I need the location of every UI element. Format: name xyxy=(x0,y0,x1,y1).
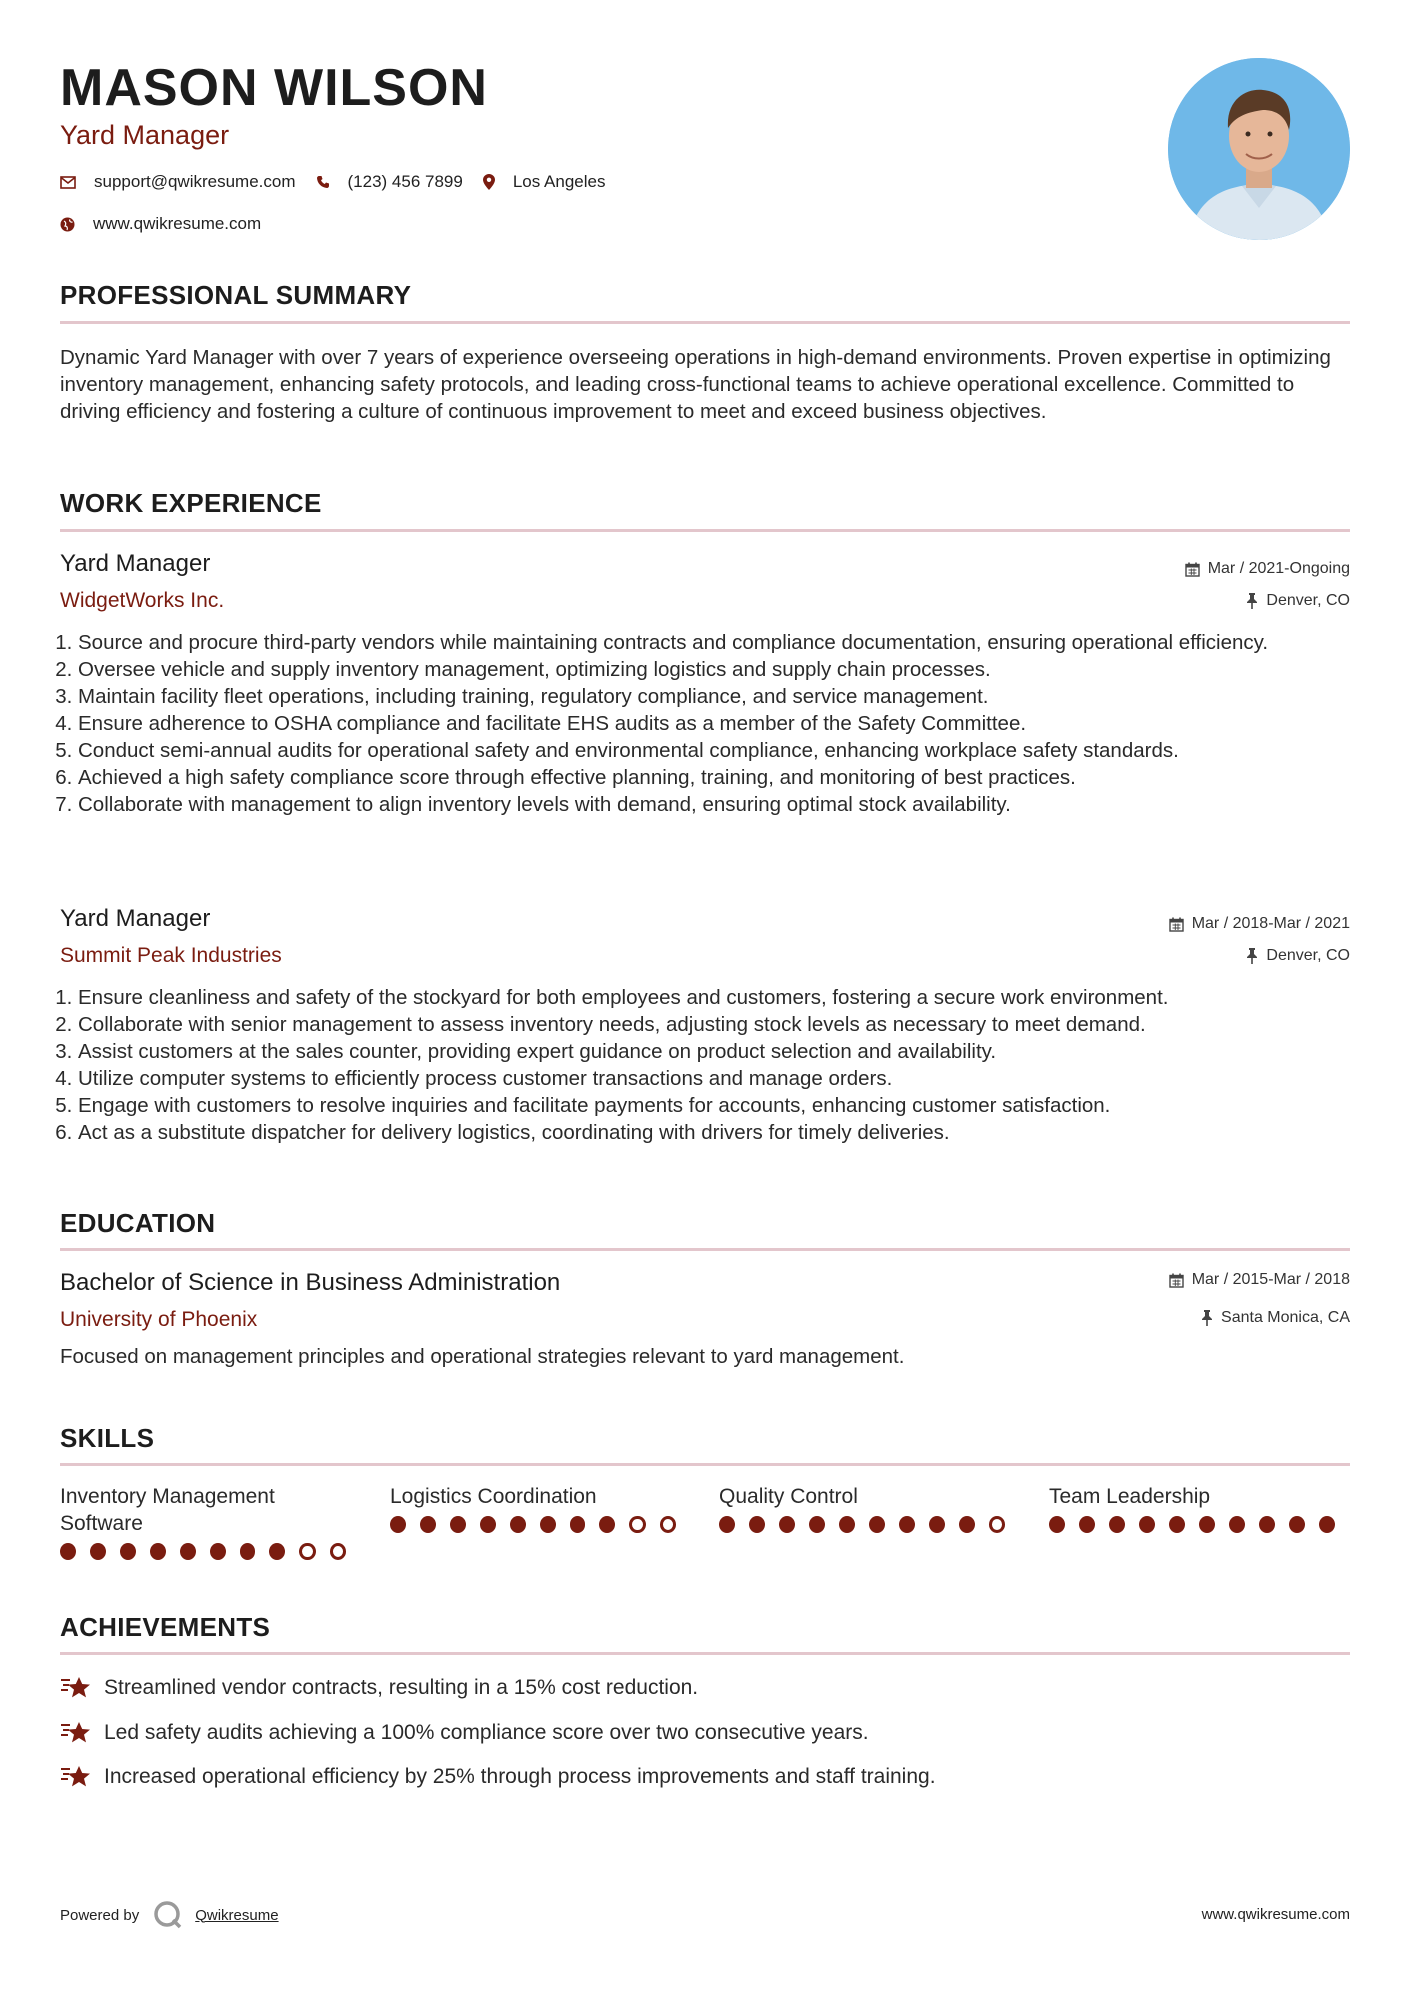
achievements-divider xyxy=(60,1652,1350,1655)
rating-dot-filled xyxy=(1139,1516,1155,1533)
achievement-text: Streamlined vendor contracts, resulting in a 15% cost reduction. xyxy=(104,1676,699,1699)
skill-name: Quality Control xyxy=(719,1485,858,1508)
list-item: 7. Collaborate with management to align inventory levels with demand, ensuring optimal stock availability. xyxy=(78,791,1368,818)
education-location xyxy=(1201,1309,1350,1327)
achievement-item xyxy=(60,1764,936,1790)
list-item: 4. Ensure adherence to OSHA compliance and facilitate EHS audits as a member of the Safety Committee. xyxy=(78,710,1368,737)
rating-dot-filled xyxy=(480,1516,496,1533)
rating-dot-filled xyxy=(120,1543,136,1560)
calendar-icon xyxy=(1185,562,1200,577)
achievement-text: Increased operational efficiency by 25% through process improvements and staff training. xyxy=(104,1765,936,1788)
contact-phone[interactable] xyxy=(316,172,463,192)
qwikresume-logo-icon xyxy=(153,1900,183,1930)
rating-dot-filled xyxy=(60,1543,76,1560)
star-award-icon xyxy=(60,1764,92,1790)
rating-dot-filled xyxy=(959,1516,975,1533)
summary-heading: PROFESSIONAL SUMMARY xyxy=(60,280,412,310)
star-award-icon xyxy=(60,1720,92,1746)
calendar-icon xyxy=(1169,917,1184,932)
contact-website[interactable] xyxy=(60,214,261,234)
achievement-text: Led safety audits achieving a 100% compliance score over two consecutive years. xyxy=(104,1721,869,1744)
job-location xyxy=(1246,947,1350,965)
skills-heading: SKILLS xyxy=(60,1423,155,1453)
skill-rating xyxy=(1049,1516,1349,1533)
degree-title: Bachelor of Science in Business Administration xyxy=(60,1269,561,1296)
list-item: 3. Maintain facility fleet operations, including training, regulatory compliance, and service management. xyxy=(78,683,1368,710)
achievements-heading: ACHIEVEMENTS xyxy=(60,1612,271,1642)
skill-name: Inventory Management Software xyxy=(60,1485,275,1535)
footer-powered-by xyxy=(60,1900,279,1930)
list-item: 2. Oversee vehicle and supply inventory management, optimizing logistics and supply chain processes. xyxy=(78,656,1368,683)
rating-dot-filled xyxy=(719,1516,735,1533)
skill-item xyxy=(60,1483,360,1560)
job-location xyxy=(1246,592,1350,610)
skills-divider xyxy=(60,1463,1350,1466)
rating-dot-empty xyxy=(330,1543,346,1560)
rating-dot-filled xyxy=(1199,1516,1215,1533)
location-text: Los Angeles xyxy=(512,172,606,191)
job-dates xyxy=(1185,560,1350,578)
rating-dot-filled xyxy=(1289,1516,1305,1533)
skill-item xyxy=(719,1483,1019,1533)
education-divider xyxy=(60,1248,1350,1251)
list-item: 4. Utilize computer systems to efficiently process customer transactions and manage orders. xyxy=(78,1065,1368,1092)
list-item: 6. Achieved a high safety compliance score through effective planning, training, and monitoring of best practices. xyxy=(78,764,1368,791)
rating-dot-filled xyxy=(899,1516,915,1533)
rating-dot-filled xyxy=(779,1516,795,1533)
rating-dot-filled xyxy=(180,1543,196,1560)
rating-dot-filled xyxy=(1109,1516,1125,1533)
phone-text: (123) 456 7899 xyxy=(347,172,463,191)
skill-rating xyxy=(390,1516,690,1533)
rating-dot-filled xyxy=(420,1516,436,1533)
summary-text: Dynamic Yard Manager with over 7 years of experience overseeing operations in high-demand environments. Proven expertise in optimizing inventory management, enhancing safety protocols, and leading cross-functional teams to achieve operational excellence. Committed to driving efficiency and fostering a culture of continuous improvement to meet and exceed business objectives. xyxy=(60,346,1331,423)
skill-name: Logistics Coordination xyxy=(390,1485,597,1508)
star-award-icon xyxy=(60,1675,92,1701)
rating-dot-filled xyxy=(839,1516,855,1533)
rating-dot-empty xyxy=(660,1516,676,1533)
job-dates-text: Mar / 2018-Mar / 2021 xyxy=(1191,915,1350,932)
rating-dot-empty xyxy=(629,1516,645,1533)
list-item: 3. Assist customers at the sales counter, providing expert guidance on product selection and availability. xyxy=(78,1038,1368,1065)
job-title: Yard Manager xyxy=(60,905,211,932)
contact-location xyxy=(483,172,606,192)
skill-rating xyxy=(60,1543,360,1560)
rating-dot-filled xyxy=(210,1543,226,1560)
skill-item xyxy=(1049,1483,1349,1533)
list-item: 1. Source and procure third-party vendors while maintaining contracts and compliance documentation, ensuring operational efficiency. xyxy=(78,629,1368,656)
rating-dot-filled xyxy=(1259,1516,1275,1533)
job-location-text: Denver, CO xyxy=(1266,592,1350,609)
company-name: WidgetWorks Inc. xyxy=(60,589,225,612)
skill-name: Team Leadership xyxy=(1049,1485,1211,1508)
list-item: 5. Conduct semi-annual audits for operational safety and environmental compliance, enhancing workplace safety standards. xyxy=(78,737,1368,764)
school-name: University of Phoenix xyxy=(60,1308,258,1331)
list-item: 1. Ensure cleanliness and safety of the stockyard for both employees and customers, fostering a secure work environment. xyxy=(78,984,1368,1011)
rating-dot-empty xyxy=(989,1516,1005,1533)
candidate-name: MASON WILSON xyxy=(60,59,488,117)
achievement-item xyxy=(60,1675,698,1701)
email-text: support@qwikresume.com xyxy=(94,172,296,191)
phone-icon xyxy=(316,175,330,189)
profile-photo xyxy=(1168,58,1350,240)
rating-dot-filled xyxy=(90,1543,106,1560)
company-name: Summit Peak Industries xyxy=(60,944,282,967)
rating-dot-filled xyxy=(869,1516,885,1533)
rating-dot-filled xyxy=(929,1516,945,1533)
calendar-icon xyxy=(1169,1273,1184,1288)
rating-dot-filled xyxy=(150,1543,166,1560)
education-location-text: Santa Monica, CA xyxy=(1221,1309,1350,1326)
contact-row-1 xyxy=(60,172,625,192)
list-item: 2. Collaborate with senior management to assess inventory needs, adjusting stock levels as necessary to meet demand. xyxy=(78,1011,1368,1038)
skill-item xyxy=(390,1483,690,1533)
mail-icon xyxy=(60,176,76,189)
rating-dot-filled xyxy=(599,1516,615,1533)
job-duties-list xyxy=(60,629,1368,818)
rating-dot-filled xyxy=(450,1516,466,1533)
pin-icon xyxy=(1246,948,1258,964)
achievement-item xyxy=(60,1720,869,1746)
education-dates-text: Mar / 2015-Mar / 2018 xyxy=(1191,1271,1350,1288)
job-dates-text: Mar / 2021-Ongoing xyxy=(1207,560,1350,577)
globe-icon xyxy=(60,217,75,232)
brand-link[interactable]: Qwikresume xyxy=(195,1906,279,1924)
person-avatar-icon xyxy=(1168,58,1350,240)
rating-dot-filled xyxy=(749,1516,765,1533)
powered-by-text: Powered by xyxy=(60,1906,140,1924)
rating-dot-filled xyxy=(1319,1516,1335,1533)
rating-dot-filled xyxy=(390,1516,406,1533)
rating-dot-filled xyxy=(510,1516,526,1533)
job-location-text: Denver, CO xyxy=(1266,947,1350,964)
rating-dot-filled xyxy=(540,1516,556,1533)
job-title: Yard Manager xyxy=(60,550,211,577)
education-description: Focused on management principles and operational strategies relevant to yard management. xyxy=(60,1345,905,1368)
pin-icon xyxy=(1201,1310,1213,1326)
job-dates xyxy=(1169,915,1350,933)
education-heading: EDUCATION xyxy=(60,1208,216,1238)
list-item: 5. Engage with customers to resolve inquiries and facilitate payments for accounts, enhancing customer satisfaction. xyxy=(78,1092,1368,1119)
experience-divider xyxy=(60,529,1350,532)
contact-row-2 xyxy=(60,214,281,234)
skill-rating xyxy=(719,1516,1019,1533)
footer-website[interactable]: www.qwikresume.com xyxy=(1201,1906,1350,1923)
job-duties-list xyxy=(60,984,1368,1146)
rating-dot-empty xyxy=(299,1543,315,1560)
location-pin-icon xyxy=(483,174,495,190)
rating-dot-filled xyxy=(1079,1516,1095,1533)
summary-divider xyxy=(60,321,1350,324)
website-text: www.qwikresume.com xyxy=(93,214,262,233)
rating-dot-filled xyxy=(570,1516,586,1533)
contact-email[interactable] xyxy=(60,172,296,192)
experience-heading: WORK EXPERIENCE xyxy=(60,488,322,518)
rating-dot-filled xyxy=(1049,1516,1065,1533)
candidate-title: Yard Manager xyxy=(60,120,230,150)
pin-icon xyxy=(1246,593,1258,609)
rating-dot-filled xyxy=(269,1543,285,1560)
list-item: 6. Act as a substitute dispatcher for delivery logistics, coordinating with drivers for timely deliveries. xyxy=(78,1119,1368,1146)
rating-dot-filled xyxy=(240,1543,256,1560)
rating-dot-filled xyxy=(1229,1516,1245,1533)
rating-dot-filled xyxy=(809,1516,825,1533)
rating-dot-filled xyxy=(1169,1516,1185,1533)
education-dates xyxy=(1169,1271,1350,1289)
